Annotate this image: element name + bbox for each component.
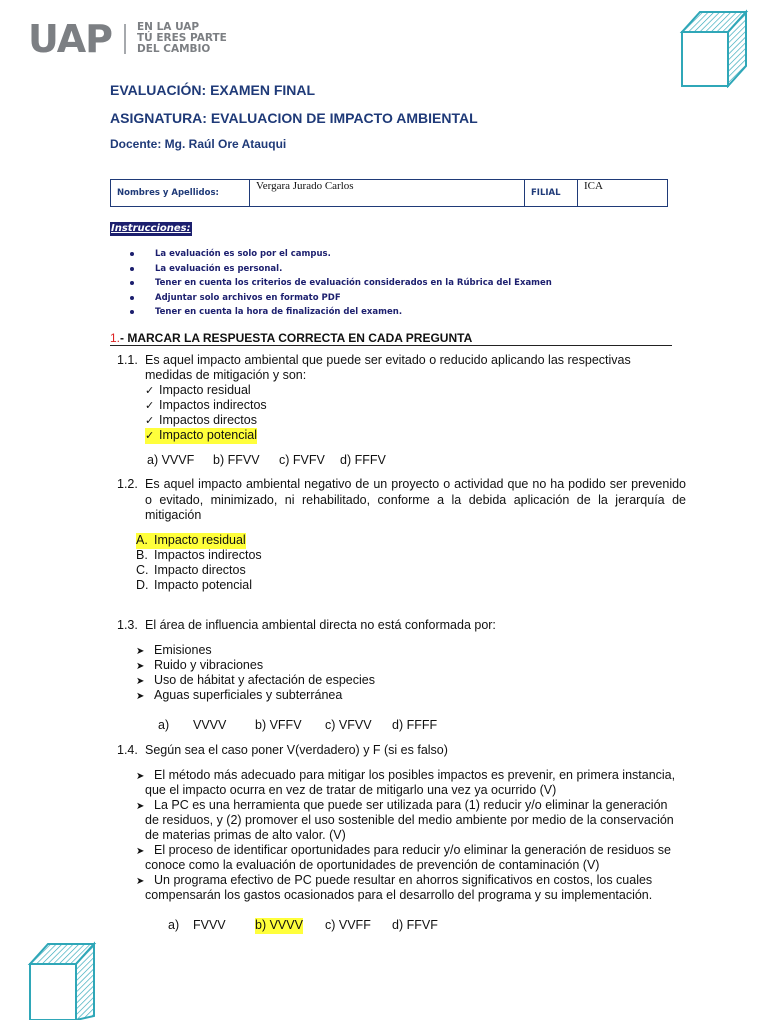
check-item-highlighted: ✓ Impacto potencial [145, 428, 257, 442]
check-item: ✓ Impacto residual [145, 383, 251, 397]
tagline-line-2: TÚ ERES PARTE [137, 32, 227, 44]
arrow-bullet-icon: ➤ [136, 801, 145, 812]
tagline-line-3: DEL CAMBIO [137, 43, 211, 55]
question-text: Es aquel impacto ambiental que puede ser evitado o reducido aplicando las respectivas [145, 353, 631, 367]
answer-option: d) FFVF [392, 918, 438, 932]
arrow-bullet-icon: ➤ [136, 676, 145, 687]
tagline-line-1: EN LA UAP [137, 21, 200, 33]
arrow-item-continuation: compensarán los gastos ocasionados para el desarrollo del programa y su implementación. [145, 888, 653, 902]
logo-divider [124, 24, 126, 54]
question-text: medidas de mitigación y son: [145, 368, 307, 382]
arrow-item: ➤ La PC es una herramienta que puede ser utilizada para (1) reducir y/o eliminar la generación [136, 798, 667, 815]
uap-logo: UAP [28, 17, 112, 61]
answer-option: d) FFFF [392, 718, 438, 732]
cube-decoration-top [678, 8, 750, 88]
answer-option: b) FFVV [213, 453, 260, 467]
section-heading [110, 331, 672, 346]
arrow-item-continuation: conoce como la evaluación de oportunidades de prevención de contaminación (V) [145, 858, 600, 872]
arrow-bullet-icon: ➤ [136, 771, 145, 782]
name-value: Vergara Jurado Carlos [250, 180, 525, 207]
logo-tagline [137, 22, 227, 55]
answer-option: a) VVVF [147, 453, 195, 467]
arrow-item-continuation: de materias primas de alto valor. (V) [145, 828, 346, 842]
arrow-item-continuation: de residuos, y (2) promover el uso sostenible del medio ambiente por medio de la conservación [145, 813, 674, 827]
instruction-item: La evaluación es personal. [128, 262, 552, 277]
instruction-item: Tener en cuenta los criterios de evaluación considerados en la Rúbrica del Examen [128, 276, 552, 291]
arrow-item: ➤ Un programa efectivo de PC puede resultar en ahorros significativos en costos, los cuales [136, 873, 652, 890]
student-info-table [110, 179, 668, 207]
option-item-highlighted: A. Impacto residual [136, 533, 246, 547]
answer-option: c) VVFF [325, 918, 371, 932]
answer-option-highlighted: b) VVVV [255, 918, 303, 932]
checkmark-icon: ✓ [145, 429, 155, 442]
section-title: - MARCAR LA RESPUESTA CORRECTA EN CADA PREGUNTA [120, 331, 473, 345]
question-text: El área de influencia ambiental directa no está conformada por: [145, 618, 496, 632]
option-item: D. Impacto potencial [136, 578, 252, 592]
arrow-item: ➤ Aguas superficiales y subterránea [136, 688, 342, 705]
arrow-bullet-icon: ➤ [136, 646, 145, 657]
arrow-item-continuation: que el impacto ocurra en vez de tratar de mitigarlo una vez ya ocurrido (V) [145, 783, 557, 797]
arrow-bullet-icon: ➤ [136, 691, 145, 702]
question-number: 1.3. [117, 618, 138, 632]
check-item: ✓ Impactos directos [145, 413, 257, 427]
question-number: 1.1. [117, 353, 138, 367]
instructions-list [128, 247, 552, 320]
answer-option: a) [168, 918, 180, 932]
arrow-item: ➤ Emisiones [136, 643, 212, 660]
course-title: ASIGNATURA: EVALUACION DE IMPACTO AMBIENTAL [110, 110, 478, 126]
teacher-name: Docente: Mg. Raúl Ore Atauqui [110, 137, 287, 151]
checkmark-icon: ✓ [145, 399, 155, 412]
arrow-bullet-icon: ➤ [136, 661, 145, 672]
answer-option: FVVV [193, 918, 226, 932]
answer-option: a) [158, 718, 170, 732]
arrow-bullet-icon: ➤ [136, 846, 145, 857]
question-text: Según sea el caso poner V(verdadero) y F (si es falso) [145, 743, 448, 757]
question-number: 1.4. [117, 743, 138, 757]
arrow-item: ➤ Uso de hábitat y afectación de especies [136, 673, 375, 690]
answer-option: c) VFVV [325, 718, 372, 732]
answer-option: c) FVFV [279, 453, 325, 467]
answer-option: b) VFFV [255, 718, 302, 732]
option-item: B. Impactos indirectos [136, 548, 262, 562]
instruction-item: Adjuntar solo archivos en formato PDF [128, 291, 552, 306]
instruction-item: Tener en cuenta la hora de finalización del examen. [128, 305, 552, 320]
arrow-bullet-icon: ➤ [136, 876, 145, 887]
question-number: 1.2. [117, 477, 138, 491]
instruction-item: La evaluación es solo por el campus. [128, 247, 552, 262]
arrow-item: ➤ El método más adecuado para mitigar los posibles impactos es prevenir, en primera instancia, [136, 768, 675, 785]
answer-option: VVVV [193, 718, 227, 732]
instructions-heading: Instrucciones: [111, 223, 191, 234]
filial-value: ICA [578, 180, 668, 207]
arrow-item: ➤ El proceso de identificar oportunidades para reducir y/o eliminar la generación de residuos se [136, 843, 671, 860]
exam-title: EVALUACIÓN: EXAMEN FINAL [110, 82, 316, 98]
arrow-item: ➤ Ruido y vibraciones [136, 658, 263, 675]
checkmark-icon: ✓ [145, 384, 155, 397]
section-number: 1. [110, 331, 121, 345]
cube-decoration-bottom [26, 940, 98, 1020]
name-label: Nombres y Apellidos: [111, 180, 250, 207]
check-item: ✓ Impactos indirectos [145, 398, 267, 412]
filial-label: FILIAL [525, 180, 578, 207]
answer-option: d) FFFV [340, 453, 386, 467]
option-item: C. Impacto directos [136, 563, 246, 577]
checkmark-icon: ✓ [145, 414, 155, 427]
question-text: Es aquel impacto ambiental negativo de un proyecto o actividad que no ha podido ser prevenido o evitado, minimizado, ni rehabilitado, conforme a la debida aplicación de la jerarquía de mitigación [145, 477, 686, 522]
